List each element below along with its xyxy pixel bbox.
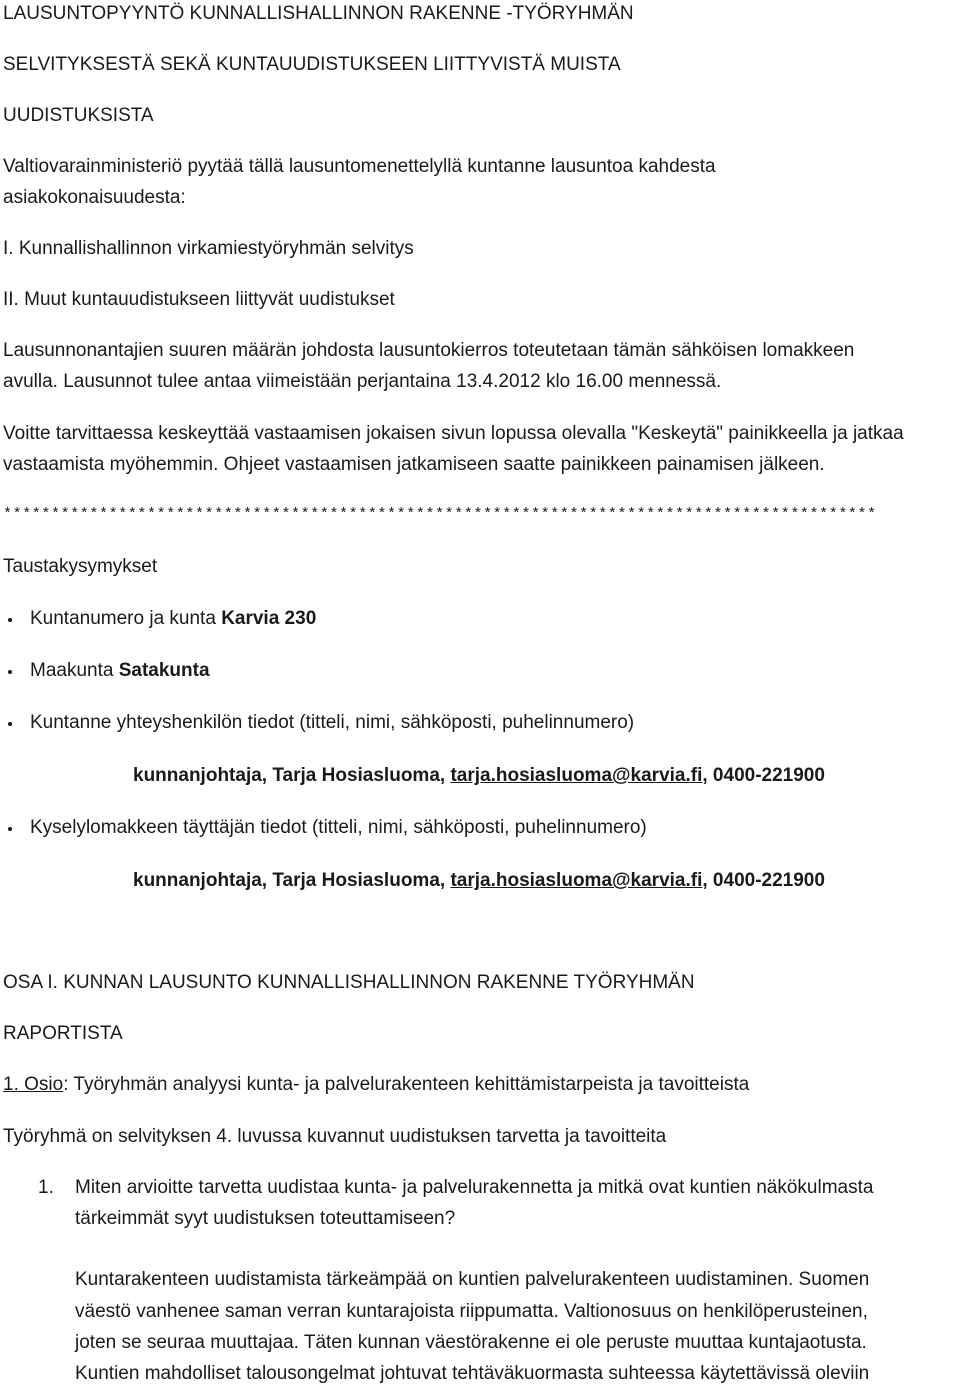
contact-value [133,764,825,788]
part1-title-line-1: OSA I. KUNNAN LAUSUNTO KUNNALLISHALLINNON RAKENNE TYÖRYHMÄN [3,972,695,993]
instructions-p1-line-1: Lausunnonantajien suuren määrän johdosta lausuntokierros toteutetaan tämän sähköisen lomakkeen [3,340,855,361]
filler-label: Kyselylomakkeen täyttäjän tiedot (titteli, nimi, sähköposti, puhelinnumero) [30,817,647,838]
section-number: 1. Osio [3,1074,64,1095]
answer-1-line-4: Kuntien mahdolliset talousongelmat johtuvat tehtäväkuormasta suhteessa käytettävissä oleviin [75,1363,870,1384]
contact-label: Kuntanne yhteyshenkilön tiedot (titteli, nimi, sähköposti, puhelinnumero) [30,712,635,733]
section-description: Työryhmä on selvityksen 4. luvussa kuvannut uudistuksen tarvetta ja tavoitteita [3,1126,667,1147]
contact-prefix: kunnanjohtaja, Tarja Hosiasluoma, [133,765,451,786]
filler-phone: , 0400-221900 [702,870,825,891]
intro-line-2: asiakokonaisuudesta: [3,187,186,208]
answer-1-line-3: joten se seuraa muuttajaa. Täten kunnan väestörakenne ei ole peruste muuttaa kuntajaotusta. [75,1332,867,1353]
region-value: Satakunta [118,660,210,681]
part1-title-line-2: RAPORTISTA [3,1023,123,1044]
background-title: Taustakysymykset [3,556,158,577]
filler-prefix: kunnanjohtaja, Tarja Hosiasluoma, [133,870,451,891]
bullet-dot [8,827,12,831]
section-title: : Työryhmän analyysi kunta- ja palvelurakenteen kehittämistarpeista ja tavoitteista [63,1074,750,1095]
intro-item-1: I. Kunnallishallinnon virkamiestyöryhmän selvitys [3,238,414,259]
question-number: 1. [38,1177,54,1198]
heading-line-2: SELVITYKSESTÄ SEKÄ KUNTAUUDISTUKSEEN LIITTYVISTÄ MUISTA [3,54,621,75]
section-heading [3,1073,749,1097]
instructions-p2-line-2: vastaamista myöhemmin. Ohjeet vastaamisen jatkamiseen saatte painikkeen painamisen jälkeen. [3,454,825,475]
municipality-label: Kuntanumero ja kunta [30,608,222,629]
filler-value [133,869,825,893]
contact-email-link[interactable]: tarja.hosiasluoma@karvia.fi [450,765,703,786]
instructions-p1-line-2: avulla. Lausunnot tulee antaa viimeistään perjantaina 13.4.2012 klo 16.00 mennessä. [3,371,722,392]
intro-item-2: II. Muut kuntauudistukseen liittyvät uudistukset [3,289,395,310]
region-label: Maakunta [30,660,119,681]
intro-line-1: Valtiovarainministeriö pyytää tällä lausuntomenettelyllä kuntanne lausuntoa kahdesta [3,156,716,177]
municipality-item [30,607,316,631]
region-item [30,659,210,683]
question-1-line-1: Miten arvioitte tarvetta uudistaa kunta- ja palvelurakennetta ja mitkä ovat kuntien näkökulmasta [75,1177,874,1198]
filler-email-link[interactable]: tarja.hosiasluoma@karvia.fi [450,870,703,891]
answer-1-line-2: väestö vanhenee saman verran kuntarajoista riippumatta. Valtionosuus on henkilöperusteinen, [75,1301,868,1322]
instructions-p2-line-1: Voitte tarvittaessa keskeyttää vastaamisen jokaisen sivun lopussa olevalla "Keskeytä" painikkeella ja jatkaa [3,423,904,444]
municipality-value: Karvia 230 [221,608,317,629]
question-1-line-2: tärkeimmät syyt uudistuksen toteuttamiseen? [75,1208,456,1229]
heading-line-3: UUDISTUKSISTA [3,105,154,126]
separator-line: ******************************************************************************************* [3,506,877,523]
bullet-dot [8,670,12,674]
heading-line-1: LAUSUNTOPYYNTÖ KUNNALLISHALLINNON RAKENNE -TYÖRYHMÄN [3,3,634,24]
answer-1-line-1: Kuntarakenteen uudistamista tärkeämpää on kuntien palvelurakenteen uudistaminen. Suomen [75,1269,870,1290]
bullet-dot [8,722,12,726]
bullet-dot [8,618,12,622]
contact-phone: , 0400-221900 [702,765,825,786]
